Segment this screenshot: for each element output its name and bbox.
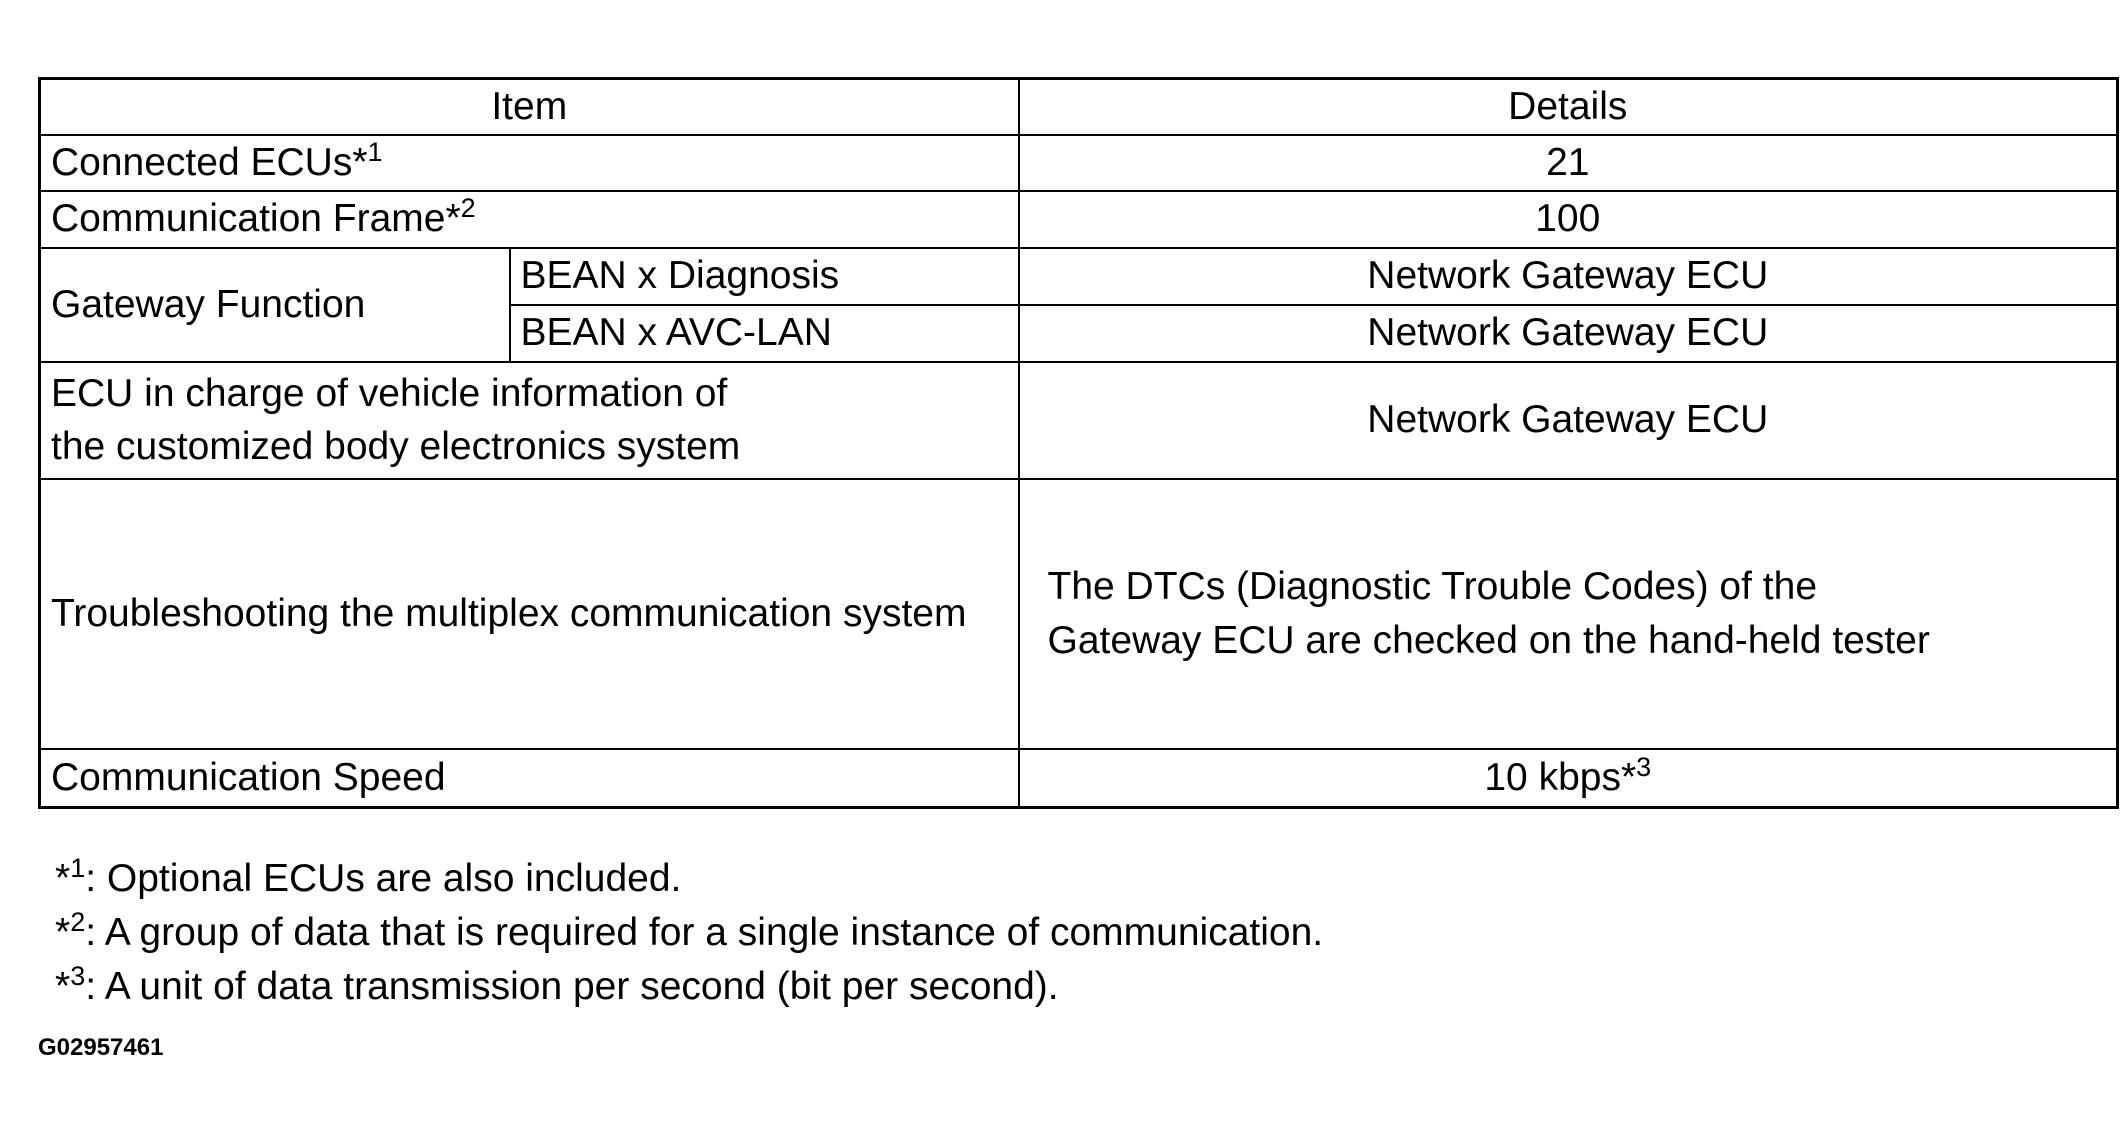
troubleshooting-label: Troubleshooting the multiplex communication system xyxy=(40,479,1019,749)
troubleshooting-value xyxy=(1019,479,2118,749)
footnote-mark: 3 xyxy=(70,961,86,991)
figure-id: G02957461 xyxy=(38,1034,164,1061)
footnote-text: : A unit of data transmission per second (bit per second). xyxy=(85,965,1059,1008)
communication-speed-value xyxy=(1019,749,2118,808)
table-row xyxy=(40,362,2118,479)
header-details: Details xyxy=(1019,79,2118,135)
footnote-star: * xyxy=(55,965,71,1008)
footnote-text: : Optional ECUs are also included. xyxy=(85,857,682,900)
footnote-star: * xyxy=(55,857,71,900)
communication-speed-label: Communication Speed xyxy=(40,749,1019,808)
table-row xyxy=(40,135,2118,191)
troubleshooting-value-line1: The DTCs (Diagnostic Trouble Codes) of the xyxy=(1047,565,1818,608)
troubleshooting-value-line2: Gateway ECU are checked on the hand-held tester xyxy=(1047,618,1930,662)
spec-table xyxy=(38,77,2119,809)
footnote-mark: 2 xyxy=(70,907,86,937)
footnote-mark: 1 xyxy=(367,136,383,167)
footnote-mark: 1 xyxy=(70,853,86,883)
footnote-3 xyxy=(55,960,1323,1014)
footnote-2 xyxy=(55,906,1323,960)
communication-frame-text: Communication Frame* xyxy=(51,197,461,241)
table-row xyxy=(40,749,2118,808)
communication-frame-value: 100 xyxy=(1019,191,2118,248)
table-header-row xyxy=(40,79,2118,135)
connected-ecus-label xyxy=(40,135,1019,191)
table-row xyxy=(40,479,2118,749)
header-item: Item xyxy=(40,79,1019,135)
vehicle-info-line1: ECU in charge of vehicle information of xyxy=(51,371,728,415)
table-row xyxy=(40,248,2118,305)
bean-avc-lan-label: BEAN x AVC-LAN xyxy=(510,305,1019,362)
footnotes xyxy=(55,852,1323,1014)
bean-diagnosis-label: BEAN x Diagnosis xyxy=(510,248,1019,305)
connected-ecus-text: Connected ECUs* xyxy=(51,140,368,184)
vehicle-info-ecu-label xyxy=(40,362,1019,479)
gateway-function-label: Gateway Function xyxy=(40,248,510,362)
footnote-mark: 3 xyxy=(1636,752,1652,783)
communication-frame-label xyxy=(40,191,1019,248)
connected-ecus-value: 21 xyxy=(1019,135,2118,191)
communication-speed-text: 10 kbps* xyxy=(1484,756,1637,800)
vehicle-info-ecu-value: Network Gateway ECU xyxy=(1019,362,2118,479)
bean-avc-lan-value: Network Gateway ECU xyxy=(1019,305,2118,362)
footnote-text: : A group of data that is required for a single instance of communication. xyxy=(85,911,1324,954)
bean-diagnosis-value: Network Gateway ECU xyxy=(1019,248,2118,305)
vehicle-info-line2: the customized body electronics system xyxy=(51,425,741,469)
table-row xyxy=(40,191,2118,248)
footnote-mark: 2 xyxy=(460,193,476,224)
footnote-star: * xyxy=(55,911,71,954)
footnote-1 xyxy=(55,852,1323,906)
